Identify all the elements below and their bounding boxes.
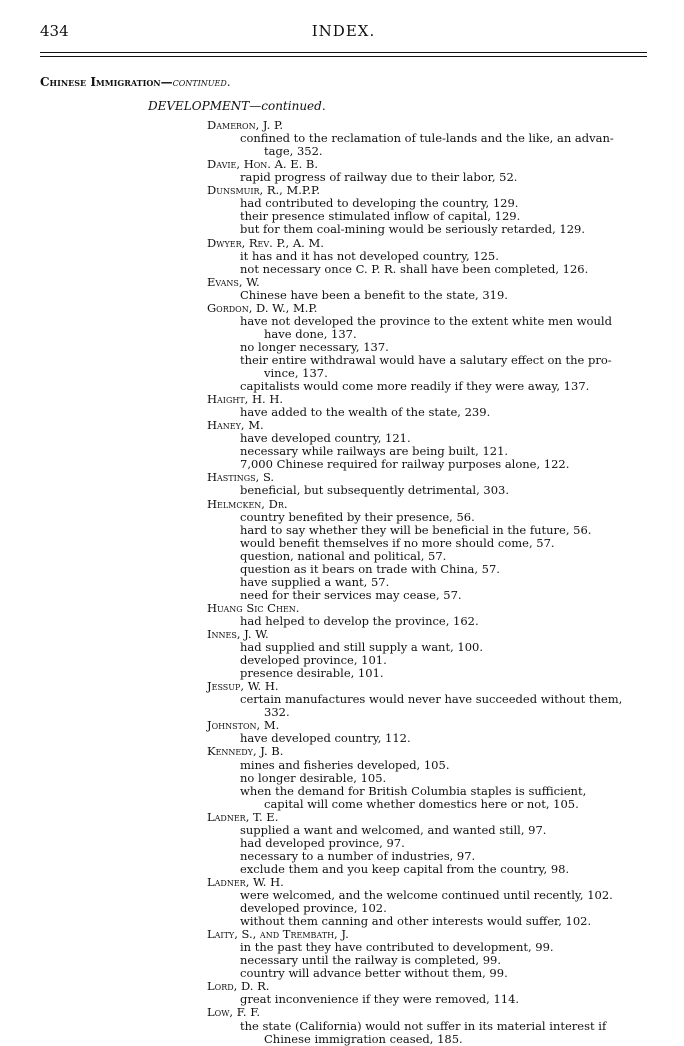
index-entry-name: Johnston, M.: [207, 718, 280, 733]
index-subentry: have developed country, 121.: [240, 431, 411, 446]
index-subentry: necessary while railways are being built, 121.: [240, 444, 509, 459]
index-subentry: rapid progress of railway due to their labor, 52.: [240, 170, 518, 185]
index-entry-name: Kennedy, J. B.: [207, 744, 284, 759]
index-subentry: supplied a want and welcomed, and wanted still, 97.: [240, 822, 547, 837]
index-entry-name: Gordon, D. W., M.P.: [207, 300, 318, 315]
subsection-continued: continued.: [261, 99, 326, 113]
index-entry-name: Huang Sic Chen.: [207, 600, 300, 615]
index-subentry: question, national and political, 57.: [240, 548, 447, 563]
index-subentry: the state (California) would not suffer in its material interest if: [240, 1018, 607, 1033]
index-subentry: have added to the wealth of the state, 239.: [240, 405, 491, 420]
index-subentry: presence desirable, 101.: [240, 666, 384, 681]
index-subentry: not necessary once C. P. R. shall have been completed, 126.: [240, 261, 589, 276]
index-entry-name: Ladner, W. H.: [207, 874, 284, 889]
index-subentry: without them canning and other interests would suffer, 102.: [240, 914, 592, 929]
index-subentry: exclude them and you keep capital from the country, 98.: [240, 861, 570, 876]
index-subentry: no longer necessary, 137.: [240, 339, 389, 354]
index-entry-name: Dwyer, Rev. P., A. M.: [207, 235, 324, 250]
index-entry-name: Jessup, W. H.: [207, 679, 279, 694]
index-subentry: it has and it has not developed country, 125.: [240, 248, 499, 263]
index-entry-name: Innes, J. W.: [207, 627, 269, 641]
index-subentry: would benefit themselves if no more should come, 57.: [240, 535, 555, 550]
page-header: [40, 22, 647, 42]
index-subentry: have supplied a want, 57.: [240, 574, 390, 589]
index-subentry: had helped to develop the province, 162.: [240, 613, 479, 628]
index-subentry: great inconvenience if they were removed, 114.: [240, 992, 520, 1007]
index-subentry: were welcomed, and the welcome continued until recently, 102.: [240, 888, 613, 902]
index-entry-name: Lord, D. R.: [207, 979, 270, 994]
index-entry-name: Laity, S., and Trembath, J.: [207, 927, 349, 942]
index-entry-name: Haight, H. H.: [207, 392, 284, 407]
index-subentry: country will advance better without them, 99.: [240, 966, 508, 981]
index-entry-name: Haney, M.: [207, 418, 264, 433]
page-number: 434: [40, 22, 69, 40]
index-entry-name: Davie, Hon. A. E. B.: [207, 157, 319, 172]
index-subentry: need for their services may cease, 57.: [240, 587, 462, 602]
index-subentry: no longer desirable, 105.: [240, 770, 387, 785]
index-subentry: necessary until the railway is completed, 99.: [240, 953, 502, 968]
index-subentry: had developed province, 97.: [240, 835, 405, 850]
index-subentry: developed province, 102.: [240, 901, 387, 915]
index-subentry: have developed country, 112.: [240, 731, 411, 746]
index-entry-name: Hastings, S.: [207, 470, 275, 485]
index-entry-name: Evans, W.: [207, 274, 260, 289]
index-entry-name: Dameron, J. P.: [207, 118, 284, 132]
header-rule-top: [40, 52, 647, 53]
index-subentry: certain manufactures would never have succeeded without them,: [240, 692, 623, 707]
index-entry-name: Low, F. F.: [207, 1005, 261, 1020]
subsection-heading: [148, 99, 326, 113]
index-subentry: but for them coal-mining would be seriously retarded, 129.: [240, 222, 586, 237]
index-subentry: necessary to a number of industries, 97.: [240, 848, 476, 863]
section-heading: [40, 75, 231, 89]
index-entry-name: Ladner, T. E.: [207, 809, 279, 824]
page-title: INDEX.: [311, 22, 376, 40]
index-subentry: country benefited by their presence, 56.: [240, 509, 475, 524]
index-subentry: hard to say whether they will be beneficial in the future, 56.: [240, 522, 592, 537]
index-subentry: Chinese have been a benefit to the state, 319.: [240, 287, 508, 302]
index-subentry: developed province, 101.: [240, 653, 387, 668]
section-continued: continued.: [172, 75, 231, 89]
subsection-title: DEVELOPMENT—: [148, 99, 262, 113]
index-subentry: when the demand for British Columbia staples is sufficient,: [240, 783, 587, 798]
index-subentry-continuation: vince, 137.: [264, 366, 328, 380]
index-subentry: have not developed the province to the extent white men would: [240, 313, 612, 328]
index-subentry-continuation: have done, 137.: [264, 326, 357, 341]
index-subentry: in the past they have contributed to development, 99.: [240, 940, 554, 955]
index-subentry: confined to the reclamation of tule-lands and the like, an advan-: [240, 131, 614, 146]
index-entry-name: Helmcken, Dr.: [207, 496, 288, 511]
index-subentry-continuation: capital will come whether domestics here or not, 105.: [264, 796, 579, 811]
header-rule-bottom: [40, 56, 647, 57]
index-subentry-continuation: Chinese immigration ceased, 185.: [264, 1031, 463, 1046]
index-entry-name: Dunsmuir, R., M.P.P.: [207, 183, 321, 198]
index-subentry: had contributed to developing the country, 129.: [240, 196, 519, 211]
index-subentry: capitalists would come more readily if they were away, 137.: [240, 379, 590, 393]
index-subentry: their entire withdrawal would have a salutary effect on the pro-: [240, 352, 612, 367]
index-subentry: 7,000 Chinese required for railway purposes alone, 122.: [240, 457, 570, 472]
index-subentry: question as it bears on trade with China, 57.: [240, 561, 500, 576]
index-subentry: mines and fisheries developed, 105.: [240, 757, 450, 772]
index-subentry-continuation: tage, 352.: [264, 144, 323, 159]
section-title: Chinese Immigration—: [40, 75, 173, 89]
index-subentry: beneficial, but subsequently detrimental, 303.: [240, 483, 510, 498]
index-subentry: had supplied and still supply a want, 100.: [240, 640, 483, 654]
index-subentry-continuation: 332.: [264, 705, 290, 720]
index-subentry: their presence stimulated inflow of capital, 129.: [240, 209, 521, 224]
